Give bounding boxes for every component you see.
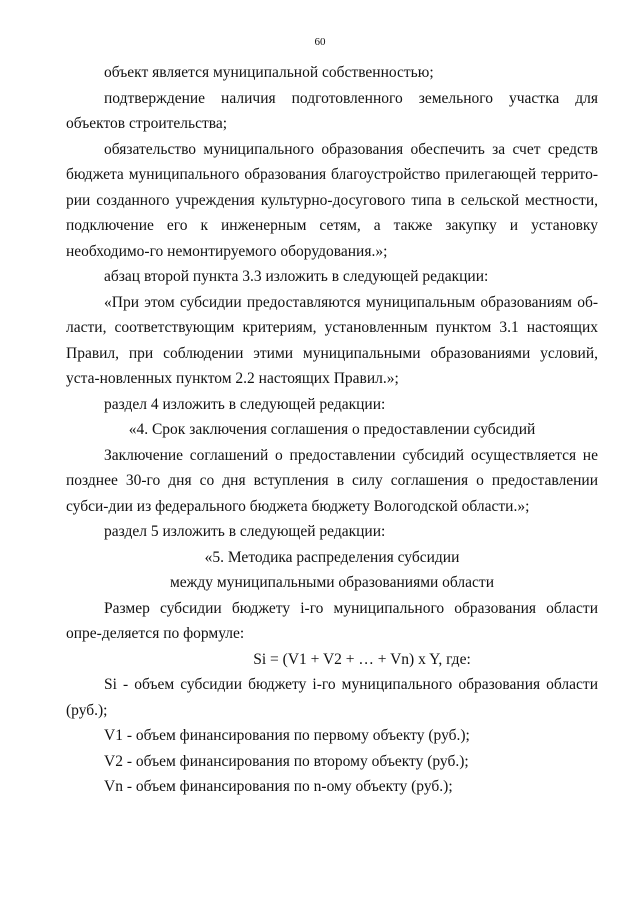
- page-number: 60: [314, 36, 326, 48]
- paragraph-amend-section-4: раздел 4 изложить в следующей редакции:: [104, 395, 386, 413]
- section-5-heading-line2: между муниципальными образованиями области: [169, 574, 494, 591]
- definition-si: Si - объем субсидии бюджету i-го муниципального образования области (руб.);: [66, 676, 598, 719]
- definition-v2: V2 - объем финансирования по второму объекту (руб.);: [104, 752, 469, 770]
- definition-vn: Vn - объем финансирования по n-ому объекту (руб.);: [104, 778, 453, 795]
- paragraph-ownership: объект является муниципальной собственностью;: [104, 64, 434, 81]
- formula: Si = (V1 + V2 + … + Vn) x Y, где:: [253, 650, 471, 668]
- paragraph-amend-section-5: раздел 5 изложить в следующей редакции:: [104, 523, 386, 540]
- paragraph-obligation: обязательство муниципального образования обеспечить за счет средств бюджета муниципального образования благоустройство прилегающей террито-рии созданного учреждения культурно-досугового типа в сельской местности, подключение его к инженерным сетям, а также закупку и установку необходимо-го немонтируемого оборудования.»;: [66, 140, 598, 260]
- paragraph-amend-3-3: абзац второй пункта 3.3 изложить в следующей редакции:: [104, 268, 489, 285]
- paragraph-land-plot: подтверждение наличия подготовленного земельного участка для объектов строительства;: [66, 89, 598, 132]
- section-5-text: Размер субсидии бюджету i-го муниципального образования области опре-деляется по формуле:: [66, 599, 598, 642]
- paragraph-quote-3-3: «При этом субсидии предоставляются муниципальным образованиям об-ласти, соответствующим критериям, установленным пунктом 3.1 настоящих Правил, при соблюдении этими муниципальными образованиями условий, уста-новленных пунктом 2.2 настоящих Правил.»;: [66, 293, 598, 387]
- document-body: [66, 60, 598, 800]
- section-4-heading: «4. Срок заключения соглашения о предоставлении субсидий: [128, 421, 536, 438]
- section-5-heading-line1: «5. Методика распределения субсидии: [204, 548, 460, 566]
- section-4-text: Заключение соглашений о предоставлении субсидий осуществляется не позднее 30-го дня со дня вступления в силу соглашения о предоставлении субси-дии из федерального бюджета бюджету Вологодской области.»;: [66, 446, 598, 515]
- definition-v1: V1 - объем финансирования по первому объекту (руб.);: [104, 727, 470, 744]
